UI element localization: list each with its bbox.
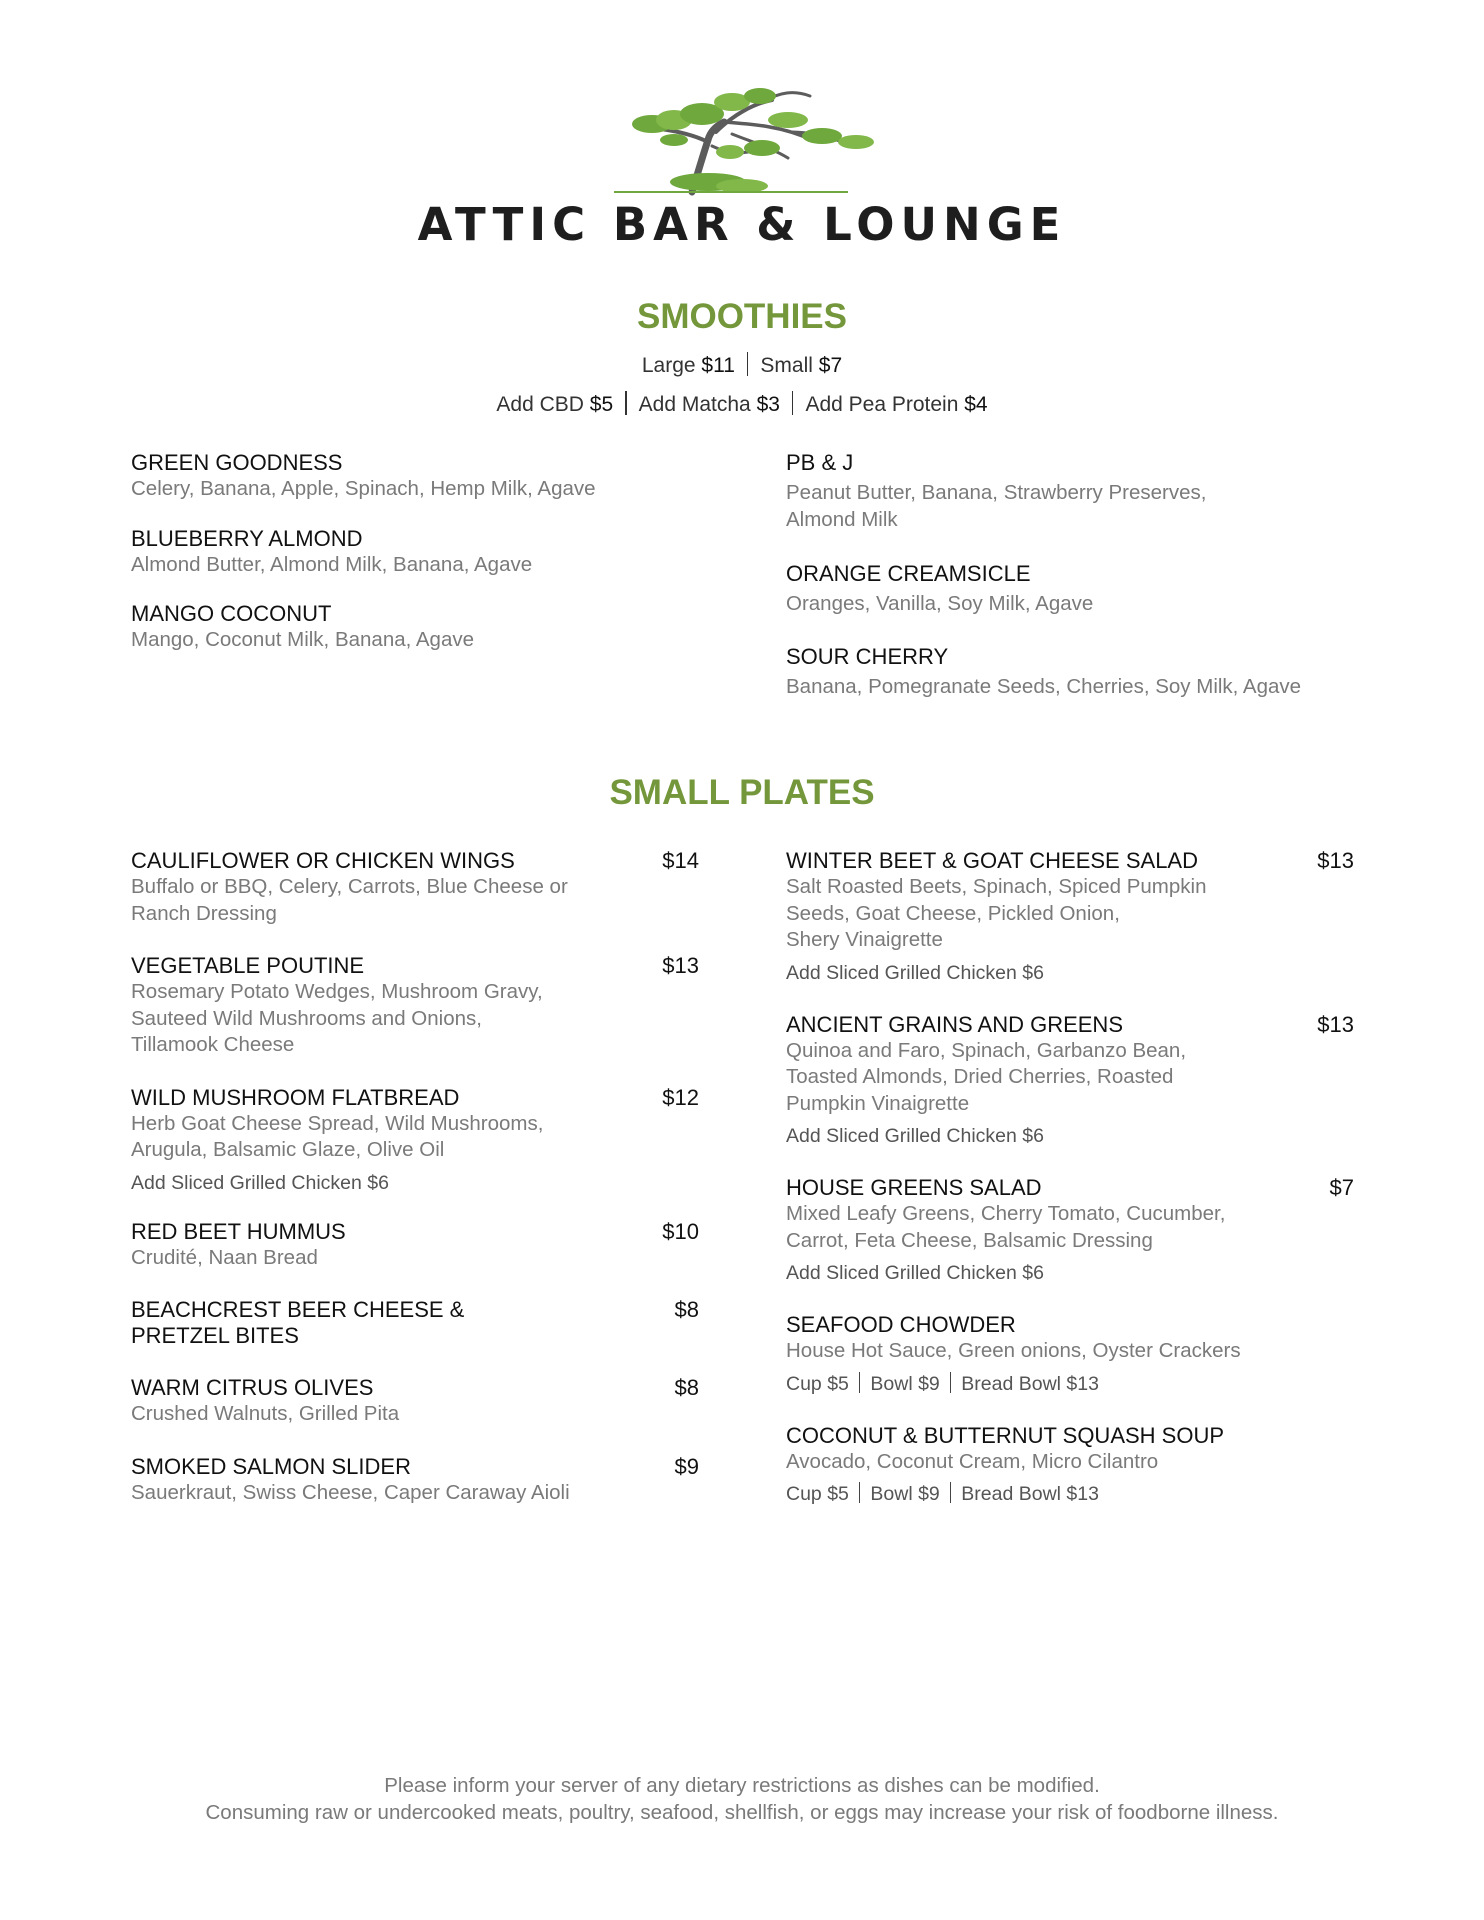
item-name: WILD MUSHROOM FLATBREAD: [131, 1084, 460, 1110]
item-description: Rosemary Potato Wedges, Mushroom Gravy,: [131, 980, 543, 1003]
item-description: Tillamook Cheese: [131, 1033, 295, 1056]
menu-item: [786, 1012, 1354, 1150]
addon-matcha-price: $3: [756, 393, 780, 416]
item-description: Banana, Pomegranate Seeds, Cherries, Soy Milk, Agave: [786, 674, 1302, 698]
brand-title: ATTIC BAR & LOUNGE: [417, 198, 1067, 251]
item-price: $13: [662, 953, 699, 978]
size-small-label: Small: [760, 354, 813, 377]
plates-right-column: [786, 848, 1354, 1507]
item-description: Seeds, Goat Cheese, Pickled Onion,: [786, 901, 1120, 925]
size-price-bowl: Bowl $9: [870, 1483, 940, 1505]
size-price-cup: Cup $5: [786, 1372, 849, 1395]
item-description: Peanut Butter, Banana, Strawberry Preserves,: [786, 481, 1207, 504]
plates-left-column: [131, 848, 699, 1506]
addon-matcha-label: Add Matcha: [638, 393, 751, 416]
soup-size-prices: [786, 1481, 1354, 1507]
item-description: Quinoa and Faro, Spinach, Garbanzo Bean,: [786, 1038, 1187, 1062]
soup-size-prices: [786, 1371, 1354, 1397]
item-name: SOUR CHERRY: [786, 643, 949, 669]
item-name: HOUSE GREENS SALAD: [786, 1175, 1042, 1200]
item-description: Almond Butter, Almond Milk, Banana, Agave: [131, 552, 533, 576]
item-addon: Add Sliced Grilled Chicken $6: [786, 961, 1044, 984]
item-name: COCONUT & BUTTERNUT SQUASH SOUP: [786, 1422, 1225, 1448]
item-addon: Add Sliced Grilled Chicken $6: [786, 1262, 1044, 1284]
item-description: Almond Milk: [786, 507, 898, 531]
footer-notice: [0, 1772, 1484, 1826]
menu-item: [786, 450, 1366, 533]
item-description: Avocado, Coconut Cream, Micro Cilantro: [786, 1449, 1159, 1473]
menu-item: [131, 1375, 699, 1428]
addon-protein-price: $4: [964, 393, 988, 416]
addon-cbd-label: Add CBD: [496, 393, 584, 416]
food-safety-notice: Consuming raw or undercooked meats, poultry, seafood, shellfish, or eggs may increase your risk of foodborne illness.: [205, 1801, 1279, 1824]
size-large-price: $11: [701, 354, 735, 377]
item-description: Shery Vinaigrette: [786, 928, 943, 951]
item-addon: Add Sliced Grilled Chicken $6: [786, 1125, 1044, 1147]
item-description: Mango, Coconut Milk, Banana, Agave: [131, 628, 475, 651]
item-name: RED BEET HUMMUS: [131, 1218, 346, 1244]
menu-item: [131, 848, 699, 927]
item-description: Herb Goat Cheese Spread, Wild Mushrooms,: [131, 1111, 544, 1135]
item-description: Carrot, Feta Cheese, Balsamic Dressing: [786, 1228, 1153, 1252]
item-price: $10: [662, 1218, 699, 1244]
item-price: $7: [1329, 1175, 1354, 1200]
addon-protein-label: Add Pea Protein: [805, 393, 959, 416]
item-price: $13: [1317, 848, 1354, 873]
item-name: PRETZEL BITES: [131, 1323, 299, 1348]
menu-item: [786, 1423, 1354, 1508]
item-price: $8: [674, 1375, 699, 1400]
small-plates-heading: SMALL PLATES: [609, 773, 875, 812]
menu-item: [786, 644, 1366, 701]
size-price-bread-bowl: Bread Bowl $13: [961, 1483, 1099, 1505]
menu-item: [131, 1219, 699, 1272]
item-name: GREEN GOODNESS: [131, 450, 343, 475]
item-description: Pumpkin Vinaigrette: [786, 1091, 970, 1115]
item-name: MANGO COCONUT: [131, 601, 332, 626]
menu-item: [131, 526, 711, 579]
dietary-notice: Please inform your server of any dietary restrictions as dishes can be modified.: [384, 1774, 1100, 1797]
item-description: Crudité, Naan Bread: [131, 1245, 318, 1269]
menu-item: [131, 601, 711, 654]
item-price: $12: [662, 1084, 699, 1110]
item-description: Ranch Dressing: [131, 901, 277, 925]
item-price: $8: [674, 1297, 699, 1322]
item-description: Celery, Banana, Apple, Spinach, Hemp Milk, Agave: [131, 477, 596, 500]
item-description: Oranges, Vanilla, Soy Milk, Agave: [786, 592, 1094, 615]
menu-item: [131, 1297, 699, 1349]
item-description: Crushed Walnuts, Grilled Pita: [131, 1402, 400, 1425]
item-addon: Add Sliced Grilled Chicken $6: [131, 1171, 389, 1194]
size-price-cup: Cup $5: [786, 1483, 849, 1505]
item-name: BEACHCREST BEER CHEESE &: [131, 1297, 465, 1322]
item-name: PB & J: [786, 450, 854, 475]
smoothies-right-column: [786, 450, 1366, 700]
item-price: $14: [662, 848, 699, 873]
menu-item: [131, 1454, 699, 1507]
item-description: Mixed Leafy Greens, Cherry Tomato, Cucumber,: [786, 1202, 1226, 1225]
size-small-price: $7: [818, 354, 843, 377]
item-name: WARM CITRUS OLIVES: [131, 1375, 374, 1400]
item-name: SEAFOOD CHOWDER: [786, 1312, 1016, 1337]
item-description: Toasted Almonds, Dried Cherries, Roasted: [786, 1065, 1174, 1088]
item-name: VEGETABLE POUTINE: [131, 953, 365, 978]
item-name: WINTER BEET & GOAT CHEESE SALAD: [786, 848, 1198, 873]
item-name: ORANGE CREAMSICLE: [786, 561, 1031, 586]
menu-item: [786, 848, 1354, 986]
item-description: Sauerkraut, Swiss Cheese, Caper Caraway Aioli: [131, 1480, 570, 1504]
item-description: Buffalo or BBQ, Celery, Carrots, Blue Cheese or: [131, 875, 568, 898]
size-price-bread-bowl: Bread Bowl $13: [961, 1372, 1099, 1395]
item-price: $9: [674, 1453, 699, 1479]
menu-item: [786, 561, 1366, 618]
item-name: BLUEBERRY ALMOND: [131, 525, 363, 551]
item-description: Salt Roasted Beets, Spinach, Spiced Pumpkin: [786, 875, 1207, 898]
item-name: SMOKED SALMON SLIDER: [131, 1453, 411, 1479]
smoothies-left-column: [131, 450, 711, 654]
item-price: $13: [1317, 1011, 1354, 1037]
item-description: House Hot Sauce, Green onions, Oyster Crackers: [786, 1339, 1241, 1362]
size-large-label: Large: [641, 354, 696, 377]
smoothie-size-prices: [0, 352, 1484, 378]
size-price-bowl: Bowl $9: [870, 1372, 940, 1395]
smoothie-addon-prices: [0, 391, 1484, 417]
addon-cbd-price: $5: [589, 393, 614, 416]
tree-logo-icon: [612, 82, 888, 198]
item-description: Arugula, Balsamic Glaze, Olive Oil: [131, 1138, 445, 1161]
menu-item: [131, 953, 699, 1059]
item-name: ANCIENT GRAINS AND GREENS: [786, 1011, 1123, 1037]
menu-item: [131, 450, 711, 503]
menu-item: [786, 1175, 1354, 1286]
smoothies-heading: SMOOTHIES: [636, 297, 848, 336]
item-description: Sauteed Wild Mushrooms and Onions,: [131, 1006, 482, 1030]
item-name: CAULIFLOWER OR CHICKEN WINGS: [131, 848, 515, 873]
menu-item: [786, 1312, 1354, 1397]
menu-item: [131, 1085, 699, 1196]
